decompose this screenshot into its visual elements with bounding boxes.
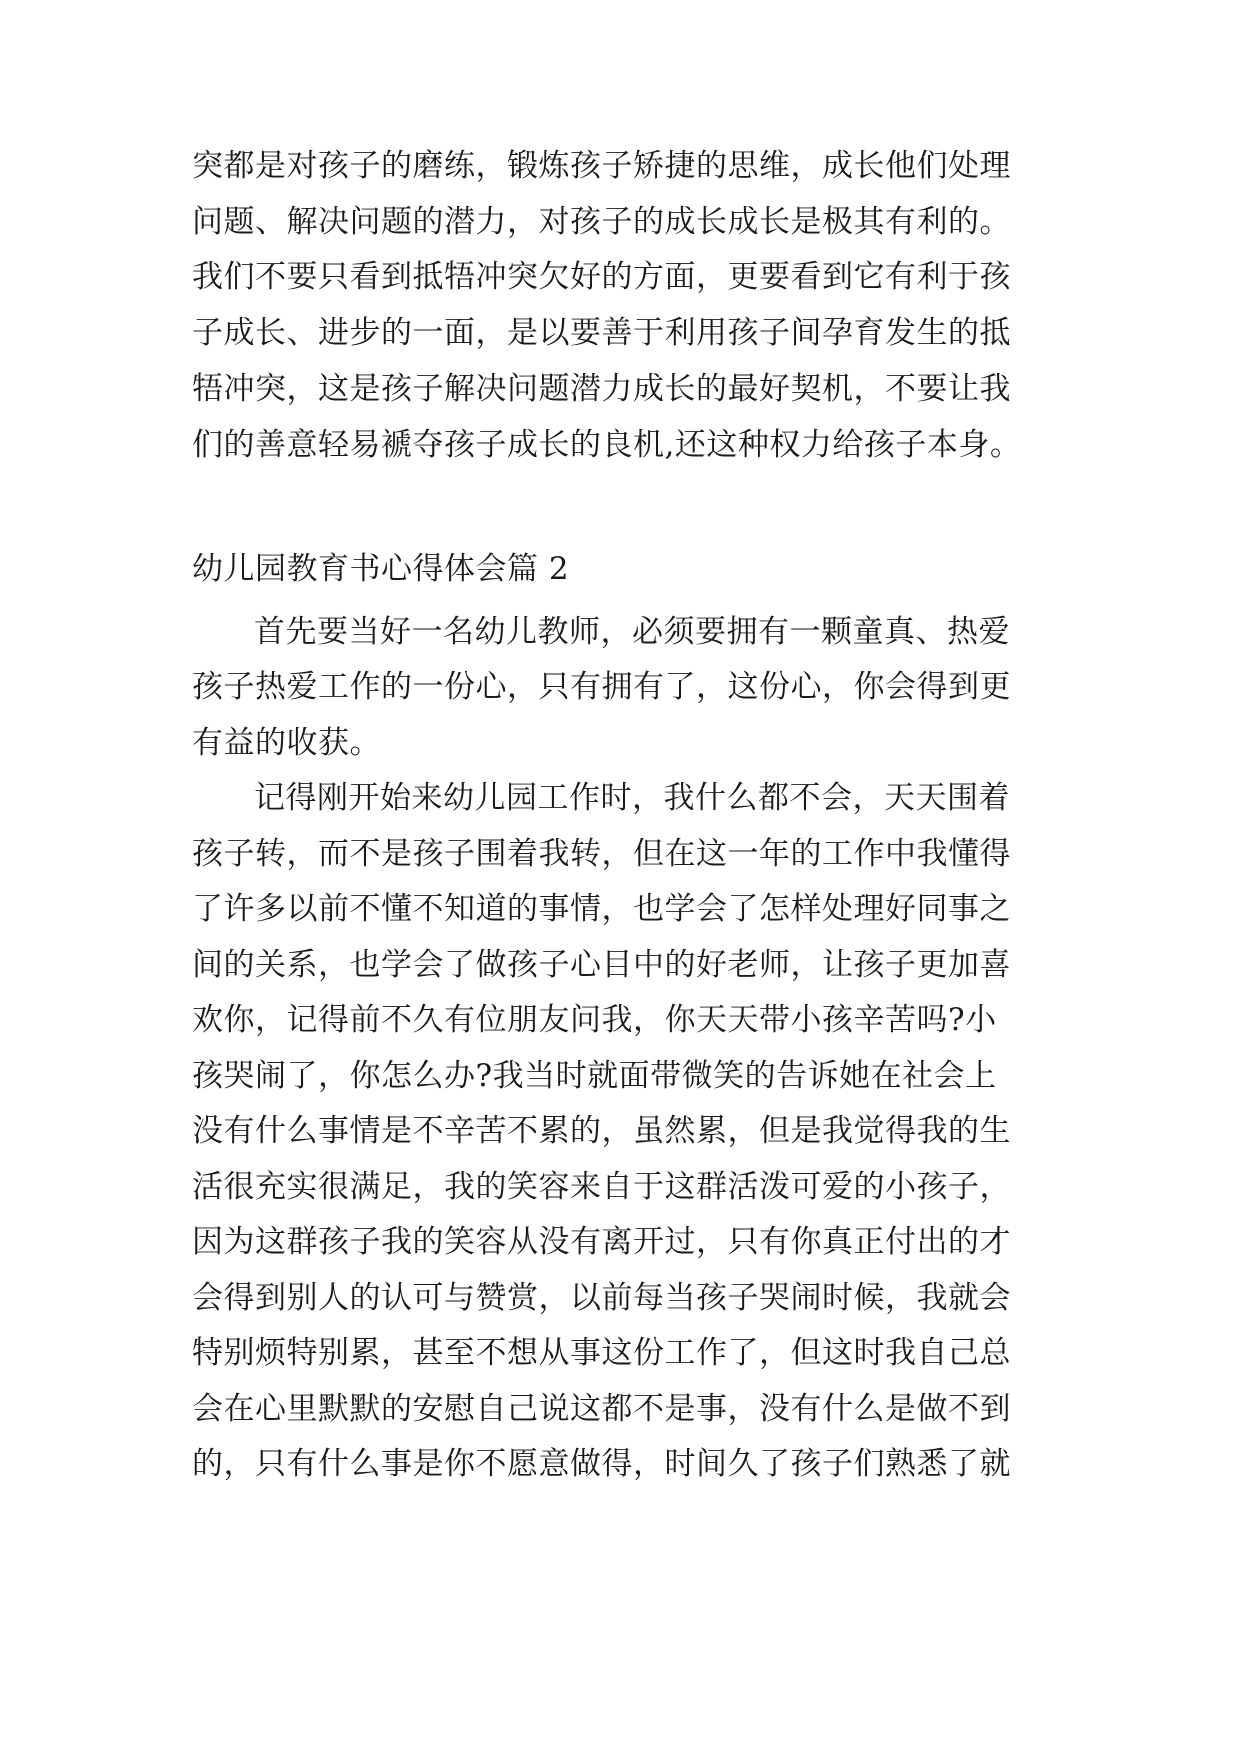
text-line: 了许多以前不懂不知道的事情，也学会了怎样处理好同事之 <box>192 891 1011 927</box>
text-line: 活很充实很满足，我的笑容来自于这群活泼可爱的小孩子， <box>192 1169 1011 1205</box>
text-line: 突都是对孩子的磨练，锻炼孩子矫捷的思维，成长他们处理 <box>192 148 1011 184</box>
text-line: 有益的收获。 <box>192 725 381 761</box>
text-line: 子成长、进步的一面，是以要善于利用孩子间孕育发生的抵 <box>192 315 1011 351</box>
text-line: 特别烦特别累，甚至不想从事这份工作了，但这时我自己总 <box>192 1335 1011 1371</box>
text-line: 首先要当好一名幼儿教师，必须要拥有一颗童真、热爱 <box>254 614 1010 650</box>
text-line: 间的关系，也学会了做孩子心目中的好老师，让孩子更加喜 <box>192 947 1011 983</box>
text-line: 没有什么事情是不辛苦不累的，虽然累，但是我觉得我的生 <box>192 1113 1011 1149</box>
text-line: 欢你，记得前不久有位朋友问我，你天天带小孩辛苦吗?小 <box>192 1002 997 1038</box>
text-line: 我们不要只看到抵牾冲突欠好的方面，更要看到它有利于孩 <box>192 259 1011 295</box>
text-line: 问题、解决问题的潜力，对孩子的成长成长是极其有利的。 <box>192 204 1011 240</box>
text-line: 们的善意轻易褫夺孩子成长的良机,还这种权力给孩子本身。 <box>192 427 1022 463</box>
text-line: 牾冲突，这是孩子解决问题潜力成长的最好契机，不要让我 <box>192 371 1011 407</box>
text-line: 因为这群孩子我的笑容从没有离开过，只有你真正付出的才 <box>192 1224 1011 1260</box>
text-line: 孩子热爱工作的一份心，只有拥有了，这份心，你会得到更 <box>192 669 1011 705</box>
text-line: 会得到别人的认可与赞赏，以前每当孩子哭闹时候，我就会 <box>192 1280 1011 1316</box>
text-line: 会在心里默默的安慰自己说这都不是事，没有什么是做不到 <box>192 1391 1011 1427</box>
text-line: 孩哭闹了，你怎么办?我当时就面带微笑的告诉她在社会上 <box>192 1058 997 1094</box>
section-heading: 幼儿园教育书心得体会篇 2 <box>192 551 570 587</box>
text-line: 孩子转，而不是孩子围着我转，但在这一年的工作中我懂得 <box>192 836 1011 872</box>
text-line: 记得刚开始来幼儿园工作时，我什么都不会，天天围着 <box>254 780 1010 816</box>
text-line: 的，只有什么事是你不愿意做得，时间久了孩子们熟悉了就 <box>192 1446 1011 1482</box>
